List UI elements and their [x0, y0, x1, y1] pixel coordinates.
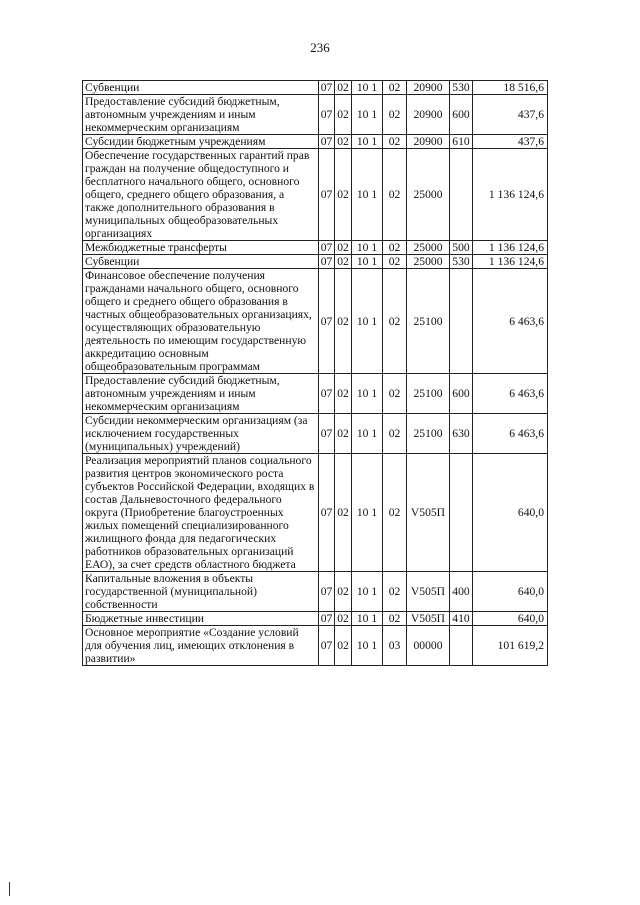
table-row — [83, 255, 548, 269]
amount-cell: 1 136 124,6 — [473, 255, 548, 269]
expense-kind-cell — [450, 454, 473, 572]
amount-cell: 640,0 — [473, 612, 548, 626]
amount-cell: 101 619,2 — [473, 626, 548, 666]
program-cell: 10 1 — [352, 269, 383, 374]
target-code-cell: 25100 — [407, 269, 450, 374]
expense-kind-cell: 410 — [450, 612, 473, 626]
amount-cell: 437,6 — [473, 135, 548, 149]
chapter-cell: 07 — [319, 135, 335, 149]
table-row — [83, 612, 548, 626]
program-cell: 10 1 — [352, 612, 383, 626]
amount-cell: 640,0 — [473, 572, 548, 612]
row-name-cell: Субсидии бюджетным учреждениям — [83, 135, 319, 149]
amount-cell: 1 136 124,6 — [473, 241, 548, 255]
section-cell: 02 — [335, 269, 352, 374]
table-row — [83, 95, 548, 135]
chapter-cell: 07 — [319, 374, 335, 414]
target-code-cell: 25100 — [407, 374, 450, 414]
expense-kind-cell: 600 — [450, 95, 473, 135]
target-code-cell: 20900 — [407, 95, 450, 135]
expense-kind-cell — [450, 626, 473, 666]
table-row — [83, 81, 548, 95]
margin-mark — [9, 882, 10, 896]
section-cell: 02 — [335, 572, 352, 612]
program-cell: 10 1 — [352, 81, 383, 95]
amount-cell: 18 516,6 — [473, 81, 548, 95]
subprogram-cell: 02 — [383, 149, 407, 241]
chapter-cell: 07 — [319, 572, 335, 612]
section-cell: 02 — [335, 612, 352, 626]
budget-table-body — [83, 81, 548, 666]
expense-kind-cell — [450, 269, 473, 374]
program-cell: 10 1 — [352, 95, 383, 135]
program-cell: 10 1 — [352, 255, 383, 269]
target-code-cell: V505П — [407, 612, 450, 626]
section-cell: 02 — [335, 374, 352, 414]
section-cell: 02 — [335, 135, 352, 149]
program-cell: 10 1 — [352, 414, 383, 454]
subprogram-cell: 02 — [383, 135, 407, 149]
row-name-cell: Субвенции — [83, 255, 319, 269]
page-number: 236 — [310, 40, 330, 55]
chapter-cell: 07 — [319, 149, 335, 241]
expense-kind-cell: 600 — [450, 374, 473, 414]
program-cell: 10 1 — [352, 572, 383, 612]
amount-cell: 437,6 — [473, 95, 548, 135]
expense-kind-cell: 610 — [450, 135, 473, 149]
expense-kind-cell: 400 — [450, 572, 473, 612]
expense-kind-cell: 530 — [450, 255, 473, 269]
row-name-cell: Субсидии некоммерческим организациям (за исключением государственных (муниципальных) учреждений) — [83, 414, 319, 454]
row-name-cell: Бюджетные инвестиции — [83, 612, 319, 626]
amount-cell: 6 463,6 — [473, 269, 548, 374]
chapter-cell: 07 — [319, 81, 335, 95]
target-code-cell: V505П — [407, 454, 450, 572]
target-code-cell: 25000 — [407, 149, 450, 241]
section-cell: 02 — [335, 454, 352, 572]
target-code-cell: 25000 — [407, 241, 450, 255]
section-cell: 02 — [335, 255, 352, 269]
expense-kind-cell — [450, 149, 473, 241]
section-cell: 02 — [335, 95, 352, 135]
table-row — [83, 414, 548, 454]
budget-table — [82, 80, 548, 666]
subprogram-cell: 02 — [383, 374, 407, 414]
target-code-cell: 25100 — [407, 414, 450, 454]
chapter-cell: 07 — [319, 241, 335, 255]
program-cell: 10 1 — [352, 149, 383, 241]
target-code-cell: V505П — [407, 572, 450, 612]
row-name-cell: Субвенции — [83, 81, 319, 95]
subprogram-cell: 02 — [383, 95, 407, 135]
chapter-cell: 07 — [319, 95, 335, 135]
table-row — [83, 241, 548, 255]
target-code-cell: 00000 — [407, 626, 450, 666]
table-row — [83, 626, 548, 666]
expense-kind-cell: 500 — [450, 241, 473, 255]
row-name-cell: Межбюджетные трансферты — [83, 241, 319, 255]
chapter-cell: 07 — [319, 454, 335, 572]
section-cell: 02 — [335, 414, 352, 454]
table-row — [83, 374, 548, 414]
target-code-cell: 25000 — [407, 255, 450, 269]
subprogram-cell: 02 — [383, 454, 407, 572]
program-cell: 10 1 — [352, 241, 383, 255]
row-name-cell: Основное мероприятие «Создание условий для обучения лиц, имеющих отклонения в развитии» — [83, 626, 319, 666]
row-name-cell: Капитальные вложения в объекты государственной (муниципальной) собственности — [83, 572, 319, 612]
program-cell: 10 1 — [352, 454, 383, 572]
row-name-cell: Обеспечение государственных гарантий прав граждан на получение общедоступного и бесплатного начального общего, основного общего, среднего общего образования, а также дополнительного образования в муниципальных общеобразовательных организациях — [83, 149, 319, 241]
target-code-cell: 20900 — [407, 81, 450, 95]
amount-cell: 6 463,6 — [473, 414, 548, 454]
row-name-cell: Реализация мероприятий планов социального развития центров экономического роста субъектов Российской Федерации, входящих в состав Дальневосточного федерального округа (Приобретение благоустроенных жилых помещений специализированного жилищного фонда для педагогических работников образовательных организаций ЕАО), за счет средств областного бюджета — [83, 454, 319, 572]
amount-cell: 1 136 124,6 — [473, 149, 548, 241]
row-name-cell: Предоставление субсидий бюджетным, автономным учреждениям и иным некоммерческим организациям — [83, 374, 319, 414]
subprogram-cell: 02 — [383, 255, 407, 269]
program-cell: 10 1 — [352, 135, 383, 149]
section-cell: 02 — [335, 241, 352, 255]
table-row — [83, 454, 548, 572]
chapter-cell: 07 — [319, 626, 335, 666]
chapter-cell: 07 — [319, 269, 335, 374]
subprogram-cell: 03 — [383, 626, 407, 666]
target-code-cell: 20900 — [407, 135, 450, 149]
table-row — [83, 149, 548, 241]
row-name-cell: Финансовое обеспечение получения гражданами начального общего, основного общего и среднего общего образования в частных общеобразовательных организациях, осуществляющих образовательную деятельность по имеющим государственную аккредитацию основным общеобразовательным программам — [83, 269, 319, 374]
subprogram-cell: 02 — [383, 241, 407, 255]
program-cell: 10 1 — [352, 626, 383, 666]
chapter-cell: 07 — [319, 255, 335, 269]
subprogram-cell: 02 — [383, 81, 407, 95]
expense-kind-cell: 630 — [450, 414, 473, 454]
table-row — [83, 572, 548, 612]
section-cell: 02 — [335, 149, 352, 241]
expense-kind-cell: 530 — [450, 81, 473, 95]
program-cell: 10 1 — [352, 374, 383, 414]
amount-cell: 640,0 — [473, 454, 548, 572]
subprogram-cell: 02 — [383, 414, 407, 454]
table-row — [83, 269, 548, 374]
chapter-cell: 07 — [319, 612, 335, 626]
subprogram-cell: 02 — [383, 269, 407, 374]
chapter-cell: 07 — [319, 414, 335, 454]
section-cell: 02 — [335, 626, 352, 666]
subprogram-cell: 02 — [383, 612, 407, 626]
table-row — [83, 135, 548, 149]
subprogram-cell: 02 — [383, 572, 407, 612]
amount-cell: 6 463,6 — [473, 374, 548, 414]
section-cell: 02 — [335, 81, 352, 95]
row-name-cell: Предоставление субсидий бюджетным, автономным учреждениям и иным некоммерческим организациям — [83, 95, 319, 135]
